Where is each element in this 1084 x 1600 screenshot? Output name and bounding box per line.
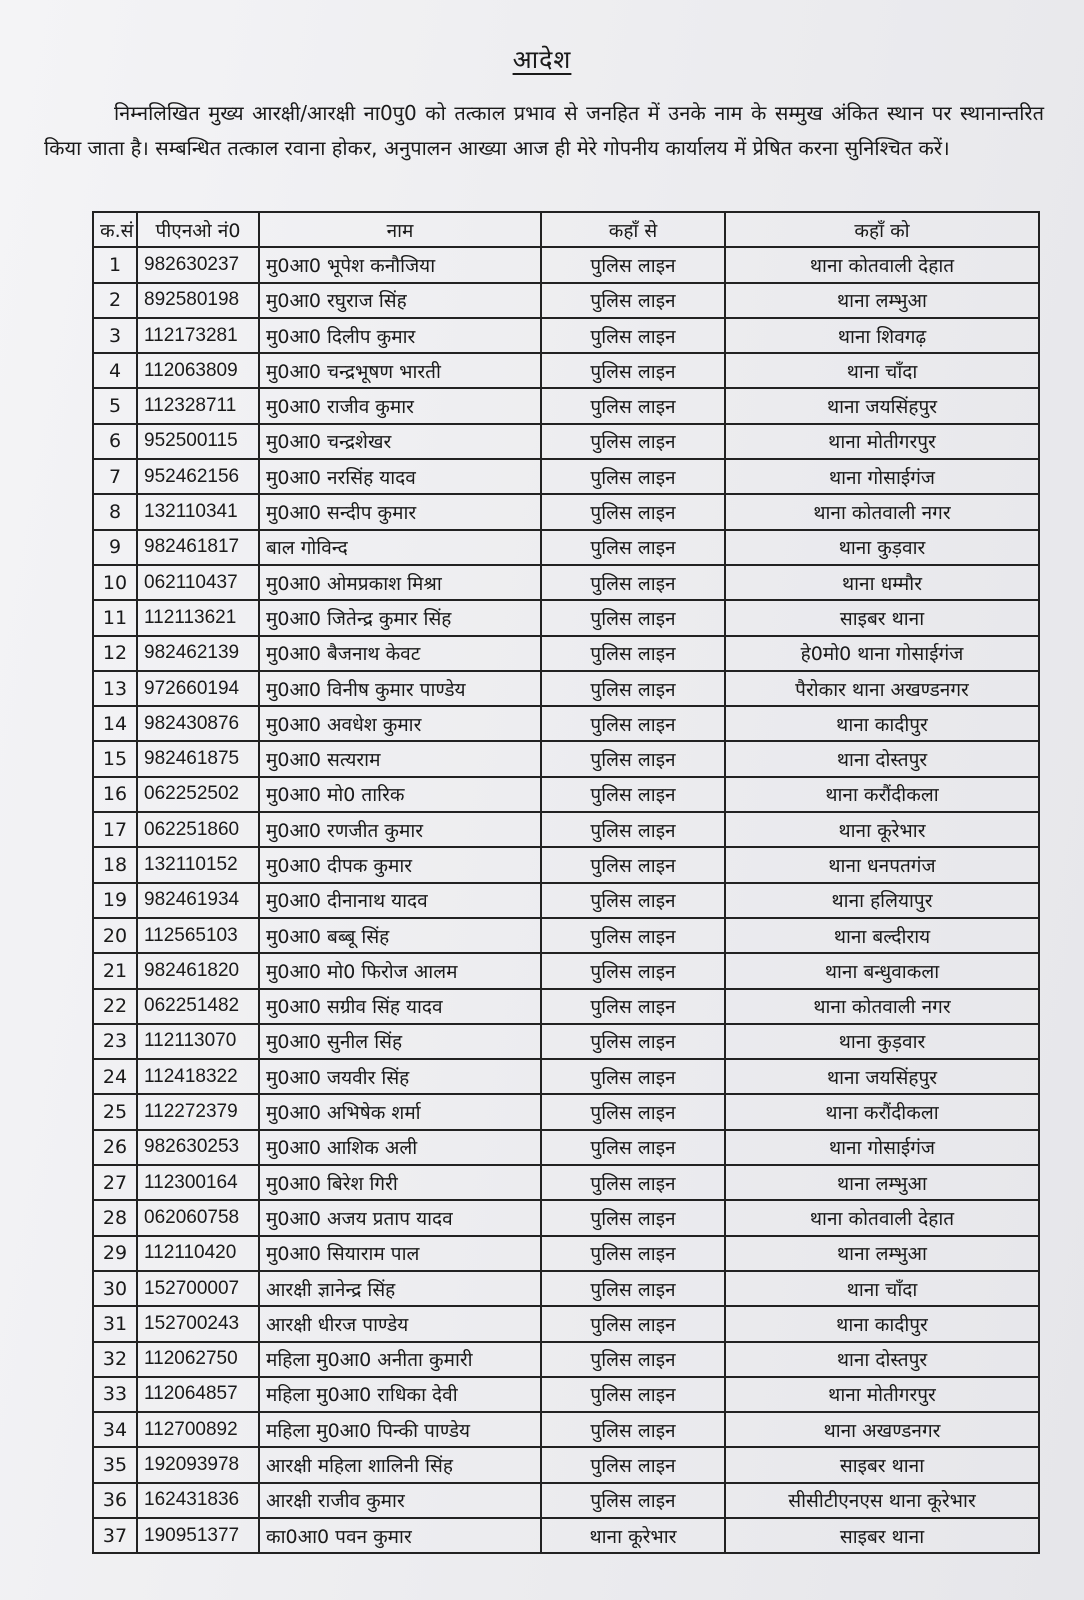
name-cell: मु0आ0 जयवीर सिंह [259, 1059, 541, 1094]
table-row [93, 812, 1039, 847]
to-location-cell: पैरोकार थाना अखण्डनगर [725, 671, 1039, 706]
pno-cell: 132110341 [137, 494, 259, 529]
from-location-cell: पुलिस लाइन [541, 353, 725, 388]
from-location-cell: पुलिस लाइन [541, 812, 725, 847]
table-row [93, 1094, 1039, 1129]
pno-cell: 112328711 [137, 388, 259, 423]
name-cell: मु0आ0 चन्द्रभूषण भारती [259, 353, 541, 388]
from-location-cell: पुलिस लाइन [541, 459, 725, 494]
serial-no-cell: 30 [93, 1271, 137, 1306]
serial-no-cell: 35 [93, 1447, 137, 1482]
pno-cell: 162431836 [137, 1483, 259, 1518]
pno-cell: 062251482 [137, 989, 259, 1024]
serial-no-cell: 10 [93, 565, 137, 600]
name-cell: का0आ0 पवन कुमार [259, 1518, 541, 1553]
pno-cell: 112272379 [137, 1094, 259, 1129]
name-cell: मु0आ0 दीनानाथ यादव [259, 883, 541, 918]
pno-cell: 152700007 [137, 1271, 259, 1306]
to-location-cell: थाना दोस्तपुर [725, 741, 1039, 776]
table-row [93, 1412, 1039, 1447]
table-row [93, 1059, 1039, 1094]
to-location-cell: थाना जयसिंहपुर [725, 1059, 1039, 1094]
from-location-cell: पुलिस लाइन [541, 494, 725, 529]
serial-no-cell: 20 [93, 918, 137, 953]
serial-no-cell: 37 [93, 1518, 137, 1553]
to-location-cell: थाना बन्धुवाकला [725, 953, 1039, 988]
serial-no-cell: 9 [93, 530, 137, 565]
pno-cell: 132110152 [137, 847, 259, 882]
to-location-cell: थाना कोतवाली देहात [725, 1200, 1039, 1235]
to-location-cell: थाना करौंदीकला [725, 777, 1039, 812]
table-row [93, 247, 1039, 282]
to-location-cell: थाना लम्भुआ [725, 1165, 1039, 1200]
to-location-cell: हे0मो0 थाना गोसाईगंज [725, 636, 1039, 671]
pno-cell: 112113070 [137, 1024, 259, 1059]
name-cell: मु0आ0 दिलीप कुमार [259, 318, 541, 353]
to-location-cell: थाना गोसाईगंज [725, 1130, 1039, 1165]
serial-no-cell: 31 [93, 1306, 137, 1341]
table-row [93, 1024, 1039, 1059]
pno-cell: 062251860 [137, 812, 259, 847]
to-location-cell: थाना मोतीगरपुर [725, 1377, 1039, 1412]
pno-cell: 062252502 [137, 777, 259, 812]
to-location-cell: साइबर थाना [725, 1447, 1039, 1482]
to-location-cell: थाना कादीपुर [725, 706, 1039, 741]
table-row [93, 318, 1039, 353]
table-row [93, 1271, 1039, 1306]
from-location-cell: पुलिस लाइन [541, 1130, 725, 1165]
to-location-cell: थाना कोतवाली नगर [725, 494, 1039, 529]
from-location-cell: पुलिस लाइन [541, 777, 725, 812]
name-cell: मु0आ0 अभिषेक शर्मा [259, 1094, 541, 1129]
to-location-cell: थाना चाँदा [725, 353, 1039, 388]
from-location-cell: पुलिस लाइन [541, 1447, 725, 1482]
pno-cell: 982630253 [137, 1130, 259, 1165]
header-from: कहाँ से [541, 212, 725, 247]
name-cell: मु0आ0 नरसिंह यादव [259, 459, 541, 494]
header-serial-no: क.सं [93, 212, 137, 247]
serial-no-cell: 8 [93, 494, 137, 529]
to-location-cell: साइबर थाना [725, 600, 1039, 635]
serial-no-cell: 16 [93, 777, 137, 812]
name-cell: मु0आ0 बिरेश गिरी [259, 1165, 541, 1200]
to-location-cell: थाना लम्भुआ [725, 1236, 1039, 1271]
name-cell: मु0आ0 दीपक कुमार [259, 847, 541, 882]
table-row [93, 1518, 1039, 1553]
table-row [93, 1447, 1039, 1482]
pno-cell: 112110420 [137, 1236, 259, 1271]
serial-no-cell: 2 [93, 283, 137, 318]
name-cell: महिला मु0आ0 पिन्की पाण्डेय [259, 1412, 541, 1447]
table-row [93, 1342, 1039, 1377]
table-row [93, 1200, 1039, 1235]
name-cell: मु0आ0 सग्रीव सिंह यादव [259, 989, 541, 1024]
table-row [93, 353, 1039, 388]
pno-cell: 112565103 [137, 918, 259, 953]
serial-no-cell: 33 [93, 1377, 137, 1412]
table-row [93, 1130, 1039, 1165]
to-location-cell: थाना कोतवाली देहात [725, 247, 1039, 282]
table-row [93, 459, 1039, 494]
name-cell: मु0आ0 सुनील सिंह [259, 1024, 541, 1059]
from-location-cell: पुलिस लाइन [541, 1412, 725, 1447]
table-row [93, 989, 1039, 1024]
pno-cell: 982461820 [137, 953, 259, 988]
name-cell: मु0आ0 अवधेश कुमार [259, 706, 541, 741]
serial-no-cell: 25 [93, 1094, 137, 1129]
serial-no-cell: 34 [93, 1412, 137, 1447]
serial-no-cell: 6 [93, 424, 137, 459]
serial-no-cell: 11 [93, 600, 137, 635]
to-location-cell: थाना कूरेभार [725, 812, 1039, 847]
name-cell: मु0आ0 अजय प्रताप यादव [259, 1200, 541, 1235]
to-location-cell: थाना शिवगढ़ [725, 318, 1039, 353]
pno-cell: 112063809 [137, 353, 259, 388]
pno-cell: 112700892 [137, 1412, 259, 1447]
name-cell: मु0आ0 सियाराम पाल [259, 1236, 541, 1271]
name-cell: मु0आ0 सत्यराम [259, 741, 541, 776]
from-location-cell: पुलिस लाइन [541, 1342, 725, 1377]
pno-cell: 112418322 [137, 1059, 259, 1094]
name-cell: मु0आ0 मो0 तारिक [259, 777, 541, 812]
serial-no-cell: 3 [93, 318, 137, 353]
from-location-cell: पुलिस लाइन [541, 741, 725, 776]
from-location-cell: पुलिस लाइन [541, 1165, 725, 1200]
from-location-cell: पुलिस लाइन [541, 565, 725, 600]
name-cell: आरक्षी ज्ञानेन्द्र सिंह [259, 1271, 541, 1306]
pno-cell: 982461934 [137, 883, 259, 918]
name-cell: मु0आ0 सन्दीप कुमार [259, 494, 541, 529]
pno-cell: 982461817 [137, 530, 259, 565]
serial-no-cell: 23 [93, 1024, 137, 1059]
pno-cell: 190951377 [137, 1518, 259, 1553]
order-paragraph: निम्नलिखित मुख्य आरक्षी/आरक्षी ना0पु0 को तत्काल प्रभाव से जनहित में उनके नाम के सम्मुख अंकित स्थान पर स्थानान्तरित किया जाता है। सम्बन्धित तत्काल रवाना होकर, अनुपालन आख्या आज ही मेरे गोपनीय कार्यालय में प्रेषित करना सुनिश्चित करें। [44, 101, 1044, 160]
pno-cell: 192093978 [137, 1447, 259, 1482]
name-cell: मु0आ0 बब्बू सिंह [259, 918, 541, 953]
table-row [93, 1165, 1039, 1200]
table-row [93, 565, 1039, 600]
from-location-cell: पुलिस लाइन [541, 600, 725, 635]
serial-no-cell: 7 [93, 459, 137, 494]
table-row [93, 741, 1039, 776]
table-row [93, 847, 1039, 882]
table-row [93, 600, 1039, 635]
from-location-cell: पुलिस लाइन [541, 283, 725, 318]
serial-no-cell: 19 [93, 883, 137, 918]
from-location-cell: थाना कूरेभार [541, 1518, 725, 1553]
serial-no-cell: 1 [93, 247, 137, 282]
serial-no-cell: 4 [93, 353, 137, 388]
serial-no-cell: 24 [93, 1059, 137, 1094]
to-location-cell: थाना दोस्तपुर [725, 1342, 1039, 1377]
to-location-cell: थाना कुड़वार [725, 1024, 1039, 1059]
name-cell: आरक्षी धीरज पाण्डेय [259, 1306, 541, 1341]
to-location-cell: थाना कादीपुर [725, 1306, 1039, 1341]
from-location-cell: पुलिस लाइन [541, 706, 725, 741]
from-location-cell: पुलिस लाइन [541, 247, 725, 282]
from-location-cell: पुलिस लाइन [541, 1236, 725, 1271]
table-row [93, 706, 1039, 741]
name-cell: मु0आ0 मो0 फिरोज आलम [259, 953, 541, 988]
name-cell: आरक्षी महिला शालिनी सिंह [259, 1447, 541, 1482]
transfer-table [92, 211, 1040, 1554]
name-cell: बाल गोविन्द [259, 530, 541, 565]
from-location-cell: पुलिस लाइन [541, 1059, 725, 1094]
from-location-cell: पुलिस लाइन [541, 530, 725, 565]
name-cell: आरक्षी राजीव कुमार [259, 1483, 541, 1518]
table-row [93, 530, 1039, 565]
name-cell: मु0आ0 चन्द्रशेखर [259, 424, 541, 459]
pno-cell: 982461875 [137, 741, 259, 776]
to-location-cell: थाना जयसिंहपुर [725, 388, 1039, 423]
table-row [93, 388, 1039, 423]
from-location-cell: पुलिस लाइन [541, 883, 725, 918]
serial-no-cell: 13 [93, 671, 137, 706]
from-location-cell: पुलिस लाइन [541, 671, 725, 706]
serial-no-cell: 18 [93, 847, 137, 882]
table-row [93, 424, 1039, 459]
from-location-cell: पुलिस लाइन [541, 1306, 725, 1341]
name-cell: मु0आ0 रघुराज सिंह [259, 283, 541, 318]
from-location-cell: पुलिस लाइन [541, 424, 725, 459]
from-location-cell: पुलिस लाइन [541, 1094, 725, 1129]
pno-cell: 112300164 [137, 1165, 259, 1200]
pno-cell: 972660194 [137, 671, 259, 706]
pno-cell: 112062750 [137, 1342, 259, 1377]
table-row [93, 283, 1039, 318]
name-cell: मु0आ0 विनीष कुमार पाण्डेय [259, 671, 541, 706]
to-location-cell: थाना कुड़वार [725, 530, 1039, 565]
name-cell: मु0आ0 राजीव कुमार [259, 388, 541, 423]
serial-no-cell: 5 [93, 388, 137, 423]
name-cell: मु0आ0 बैजनाथ केवट [259, 636, 541, 671]
pno-cell: 112113621 [137, 600, 259, 635]
serial-no-cell: 14 [93, 706, 137, 741]
table-row [93, 1236, 1039, 1271]
table-row [93, 671, 1039, 706]
table-row [93, 1377, 1039, 1412]
pno-cell: 892580198 [137, 283, 259, 318]
serial-no-cell: 26 [93, 1130, 137, 1165]
serial-no-cell: 29 [93, 1236, 137, 1271]
from-location-cell: पुलिस लाइन [541, 1024, 725, 1059]
from-location-cell: पुलिस लाइन [541, 989, 725, 1024]
serial-no-cell: 15 [93, 741, 137, 776]
name-cell: महिला मु0आ0 अनीता कुमारी [259, 1342, 541, 1377]
pno-cell: 952500115 [137, 424, 259, 459]
serial-no-cell: 17 [93, 812, 137, 847]
table-row [93, 777, 1039, 812]
serial-no-cell: 21 [93, 953, 137, 988]
table-header-row [93, 212, 1039, 247]
to-location-cell: थाना मोतीगरपुर [725, 424, 1039, 459]
from-location-cell: पुलिस लाइन [541, 953, 725, 988]
to-location-cell: थाना धनपतगंज [725, 847, 1039, 882]
serial-no-cell: 12 [93, 636, 137, 671]
to-location-cell: थाना गोसाईगंज [725, 459, 1039, 494]
to-location-cell: साइबर थाना [725, 1518, 1039, 1553]
header-to: कहाँ को [725, 212, 1039, 247]
name-cell: मु0आ0 ओमप्रकाश मिश्रा [259, 565, 541, 600]
serial-no-cell: 22 [93, 989, 137, 1024]
header-pno: पीएनओ नं0 [137, 212, 259, 247]
to-location-cell: थाना करौंदीकला [725, 1094, 1039, 1129]
serial-no-cell: 28 [93, 1200, 137, 1235]
name-cell: मु0आ0 जितेन्द्र कुमार सिंह [259, 600, 541, 635]
header-name: नाम [259, 212, 541, 247]
name-cell: महिला मु0आ0 राधिका देवी [259, 1377, 541, 1412]
from-location-cell: पुलिस लाइन [541, 318, 725, 353]
pno-cell: 152700243 [137, 1306, 259, 1341]
pno-cell: 982630237 [137, 247, 259, 282]
table-row [93, 883, 1039, 918]
from-location-cell: पुलिस लाइन [541, 1200, 725, 1235]
to-location-cell: सीसीटीएनएस थाना कूरेभार [725, 1483, 1039, 1518]
to-location-cell: थाना लम्भुआ [725, 283, 1039, 318]
from-location-cell: पुलिस लाइन [541, 918, 725, 953]
serial-no-cell: 27 [93, 1165, 137, 1200]
pno-cell: 112173281 [137, 318, 259, 353]
table-row [93, 494, 1039, 529]
pno-cell: 982430876 [137, 706, 259, 741]
from-location-cell: पुलिस लाइन [541, 1483, 725, 1518]
pno-cell: 982462139 [137, 636, 259, 671]
name-cell: मु0आ0 आशिक अली [259, 1130, 541, 1165]
pno-cell: 952462156 [137, 459, 259, 494]
to-location-cell: थाना हलियापुर [725, 883, 1039, 918]
table-body [93, 247, 1039, 1553]
table-row [93, 953, 1039, 988]
to-location-cell: थाना कोतवाली नगर [725, 989, 1039, 1024]
pno-cell: 062060758 [137, 1200, 259, 1235]
table-row [93, 636, 1039, 671]
name-cell: मु0आ0 भूपेश कनौजिया [259, 247, 541, 282]
name-cell: मु0आ0 रणजीत कुमार [259, 812, 541, 847]
serial-no-cell: 36 [93, 1483, 137, 1518]
table-row [93, 1306, 1039, 1341]
from-location-cell: पुलिस लाइन [541, 636, 725, 671]
to-location-cell: थाना बल्दीराय [725, 918, 1039, 953]
serial-no-cell: 32 [93, 1342, 137, 1377]
pno-cell: 112064857 [137, 1377, 259, 1412]
from-location-cell: पुलिस लाइन [541, 1271, 725, 1306]
table-row [93, 1483, 1039, 1518]
to-location-cell: थाना चाँदा [725, 1271, 1039, 1306]
pno-cell: 062110437 [137, 565, 259, 600]
from-location-cell: पुलिस लाइन [541, 388, 725, 423]
from-location-cell: पुलिस लाइन [541, 847, 725, 882]
table-row [93, 918, 1039, 953]
page-title: आदेश [512, 45, 572, 74]
to-location-cell: थाना धम्मौर [725, 565, 1039, 600]
from-location-cell: पुलिस लाइन [541, 1377, 725, 1412]
to-location-cell: थाना अखण्डनगर [725, 1412, 1039, 1447]
